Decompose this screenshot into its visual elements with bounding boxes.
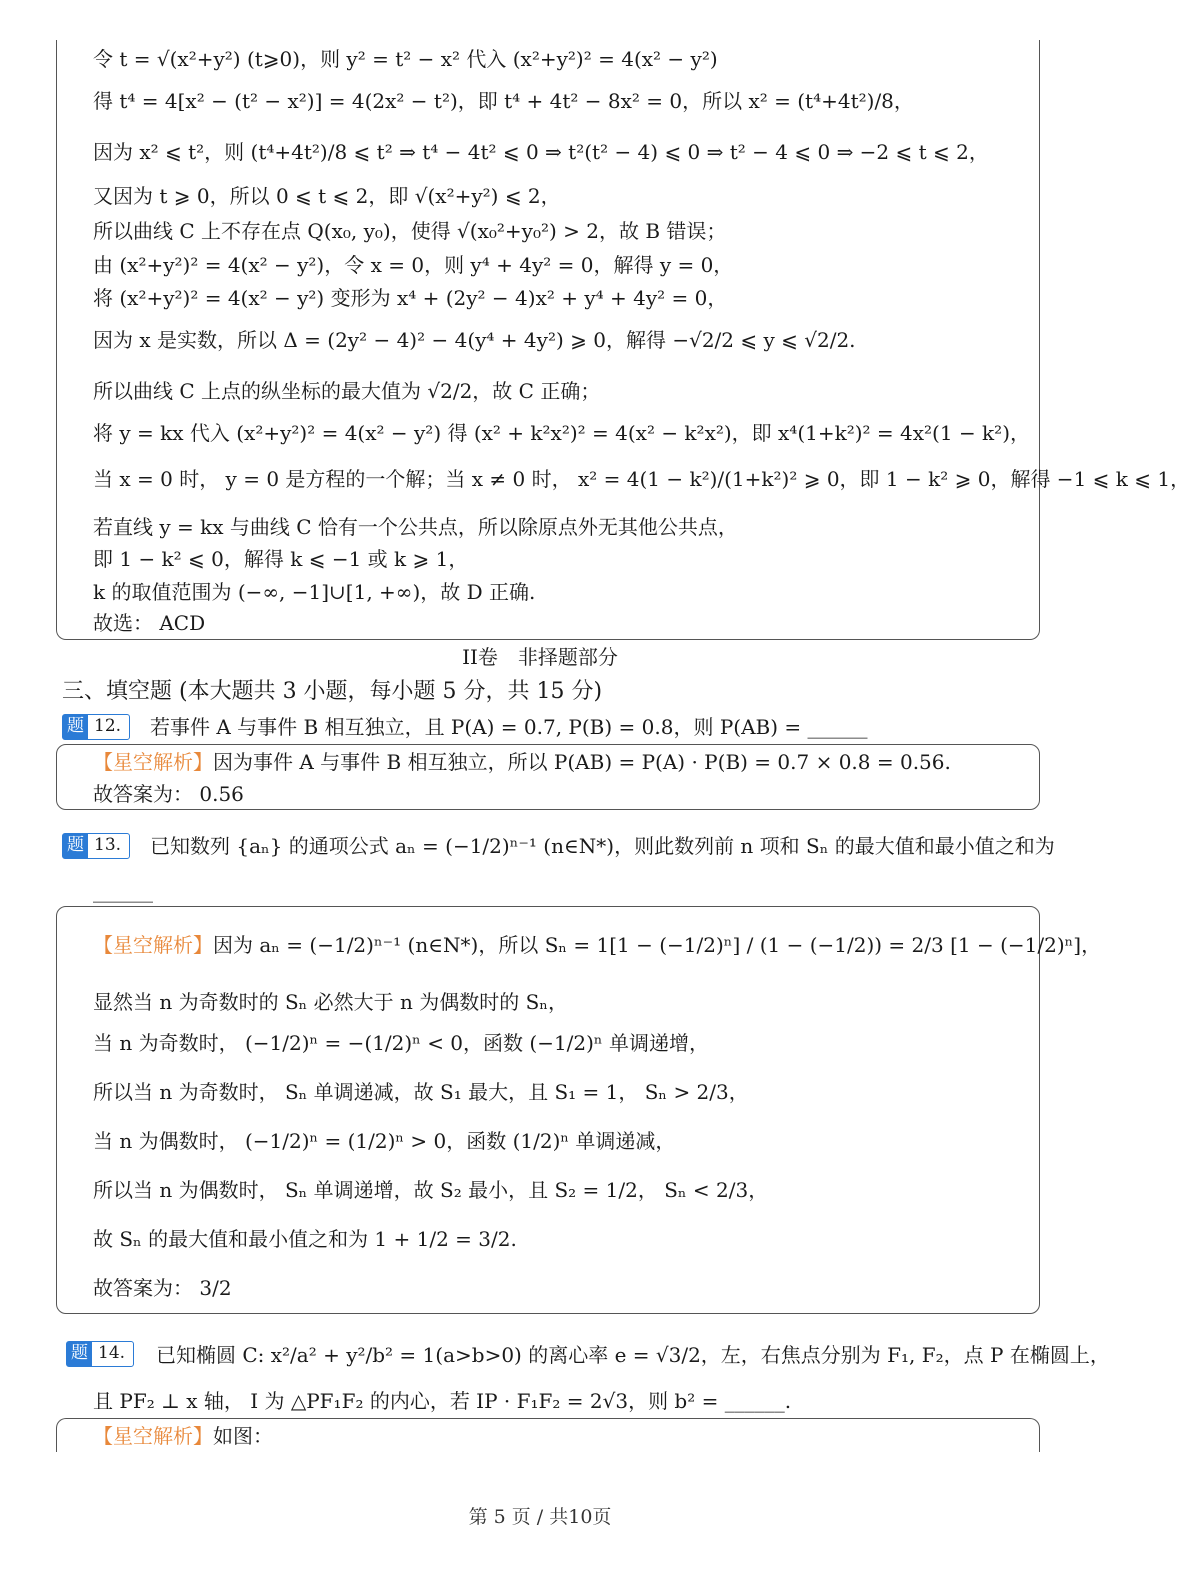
analysis-line-q13 (93, 930, 1101, 960)
solution-line: 将 (x²+y²)² = 4(x² − y²) 变形为 x⁴ + (2y² − 4)x² + y⁴ + 4y² = 0， (93, 286, 728, 310)
section3-title: 三、填空题 (本大题共 3 小题，每小题 5 分，共 15 分) (62, 679, 603, 704)
solution-line: 因为 x 是实数，所以 Δ = (2y² − 4)² − 4(y⁴ + 4y²) ⩾ 0，解得 −√2/2 ⩽ y ⩽ √2/2. (93, 328, 856, 352)
question-badge-12 (62, 714, 130, 740)
solution-line: 得 t⁴ = 4[x² − (t² − x²)] = 4(2x² − t²)，即 t⁴ + 4t² − 8x² = 0，所以 x² = (t⁴+4t²)/8， (93, 89, 914, 113)
page-footer: 第 5 页 / 共10页 (468, 1506, 612, 1528)
solution-line: 所以当 n 为偶数时， Sₙ 单调递增，故 S₂ 最小，且 S₂ = 1/2， Sₙ < 2/3， (93, 1178, 769, 1202)
question-number: 13. (94, 835, 122, 855)
question-badge-14 (66, 1341, 134, 1367)
solution-line: 所以曲线 C 上点的纵坐标的最大值为 √2/2，故 C 正确； (93, 379, 601, 403)
solution-line: 所以当 n 为奇数时， Sₙ 单调递减，故 S₁ 最大，且 S₁ = 1， Sₙ > 2/3， (93, 1080, 749, 1104)
solution-line: 故 Sₙ 的最大值和最小值之和为 1 + 1/2 = 3/2. (93, 1227, 517, 1251)
solution-line: 若直线 y = kx 与曲线 C 恰有一个公共点，所以除原点外无其他公共点， (93, 515, 738, 539)
analysis-tag: 【星空解析】 (93, 1424, 213, 1448)
analysis-text: 如图： (213, 1424, 273, 1448)
solution-line: 将 y = kx 代入 (x²+y²)² = 4(x² − y²) 得 (x² + k²x²)² = 4(x² − k²x²)，即 x⁴(1+k²)² = 4x²(1 − k²)， (93, 421, 1031, 445)
solution-line: 又因为 t ⩾ 0，所以 0 ⩽ t ⩽ 2，即 √(x²+y²) ⩽ 2， (93, 184, 561, 208)
analysis-line-q14 (93, 1421, 273, 1451)
solution-line: 由 (x²+y²)² = 4(x² − y²)，令 x = 0，则 y⁴ + 4y² = 0，解得 y = 0， (93, 253, 734, 277)
answer-q12: 故答案为： 0.56 (93, 782, 244, 806)
solution-line: 令 t = √(x²+y²) (t⩾0)，则 y² = t² − x² 代入 (x²+y²)² = 4(x² − y²) (93, 47, 718, 71)
solution-line: 即 1 − k² ⩽ 0，解得 k ⩽ −1 或 k ⩾ 1， (93, 547, 469, 571)
analysis-tag: 【星空解析】 (93, 933, 213, 957)
question-text-12: 若事件 A 与事件 B 相互独立，且 P(A) = 0.7, P(B) = 0.8，则 P(AB) = ______ (150, 715, 868, 739)
part2-title: II卷 非择题部分 (462, 645, 618, 669)
solution-line: 当 n 为偶数时， (−1/2)ⁿ = (1/2)ⁿ > 0，函数 (1/2)ⁿ 单调递减， (93, 1129, 676, 1153)
solution-line: 因为 x² ⩽ t²，则 (t⁴+4t²)/8 ⩽ t² ⇒ t⁴ − 4t² ⩽ 0 ⇒ t²(t² − 4) ⩽ 0 ⇒ t² − 4 ⩽ 0 ⇒ −2 ⩽ t ⩽ 2， (93, 140, 989, 164)
question-number: 14. (98, 1343, 126, 1363)
analysis-text: 因为 aₙ = (−1/2)ⁿ⁻¹ (n∈N*)，所以 Sₙ = 1[1 − (−1/2)ⁿ] / (1 − (−1/2)) = 2/3 [1 − (−1/2)ⁿ]， (213, 933, 1102, 957)
question-badge-13 (62, 833, 130, 859)
question-number: 12. (94, 716, 122, 736)
question-badge-label: 题 (63, 834, 88, 858)
question-text-14-line1: 已知椭圆 C: x²/a² + y²/b² = 1(a>b>0) 的离心率 e = √3/2，左，右焦点分别为 F₁, F₂，点 P 在椭圆上， (156, 1343, 1110, 1367)
solution-line: 显然当 n 为奇数时的 Sₙ 必然大于 n 为偶数时的 Sₙ， (93, 990, 568, 1014)
question-badge-label: 题 (67, 1342, 92, 1366)
question-text-14-line2: 且 PF₂ ⊥ x 轴， I 为 △PF₁F₂ 的内心，若 IP · F₁F₂ = 2√3，则 b² = ______. (93, 1389, 792, 1413)
solution-line: k 的取值范围为 (−∞, −1]∪[1, +∞)，故 D 正确. (93, 580, 536, 604)
solution-line: 所以曲线 C 上不存在点 Q(x₀, y₀)，使得 √(x₀²+y₀²) > 2，故 B 错误； (93, 219, 727, 243)
analysis-text: 因为事件 A 与事件 B 相互独立，所以 P(AB) = P(A) · P(B) = 0.7 × 0.8 = 0.56. (213, 750, 951, 774)
question-text-13: 已知数列 {aₙ} 的通项公式 aₙ = (−1/2)ⁿ⁻¹ (n∈N*)，则此数列前 n 项和 Sₙ 的最大值和最小值之和为 (150, 834, 1055, 858)
question-badge-label: 题 (63, 715, 88, 739)
solution-line: 故选： ACD (93, 611, 206, 635)
analysis-tag: 【星空解析】 (93, 750, 213, 774)
solution-line: 当 n 为奇数时， (−1/2)ⁿ = −(1/2)ⁿ < 0，函数 (−1/2)ⁿ 单调递增， (93, 1031, 709, 1055)
answer-q13: 故答案为： 3/2 (93, 1276, 232, 1300)
analysis-line-q12 (93, 747, 951, 777)
solution-line: 当 x = 0 时， y = 0 是方程的一个解；当 x ≠ 0 时， x² = 4(1 − k²)/(1+k²)² ⩾ 0，即 1 − k² ⩾ 0，解得 −1 ⩽ k ⩽ 1， (93, 467, 1190, 491)
question-blank-13: ______ (93, 879, 153, 903)
